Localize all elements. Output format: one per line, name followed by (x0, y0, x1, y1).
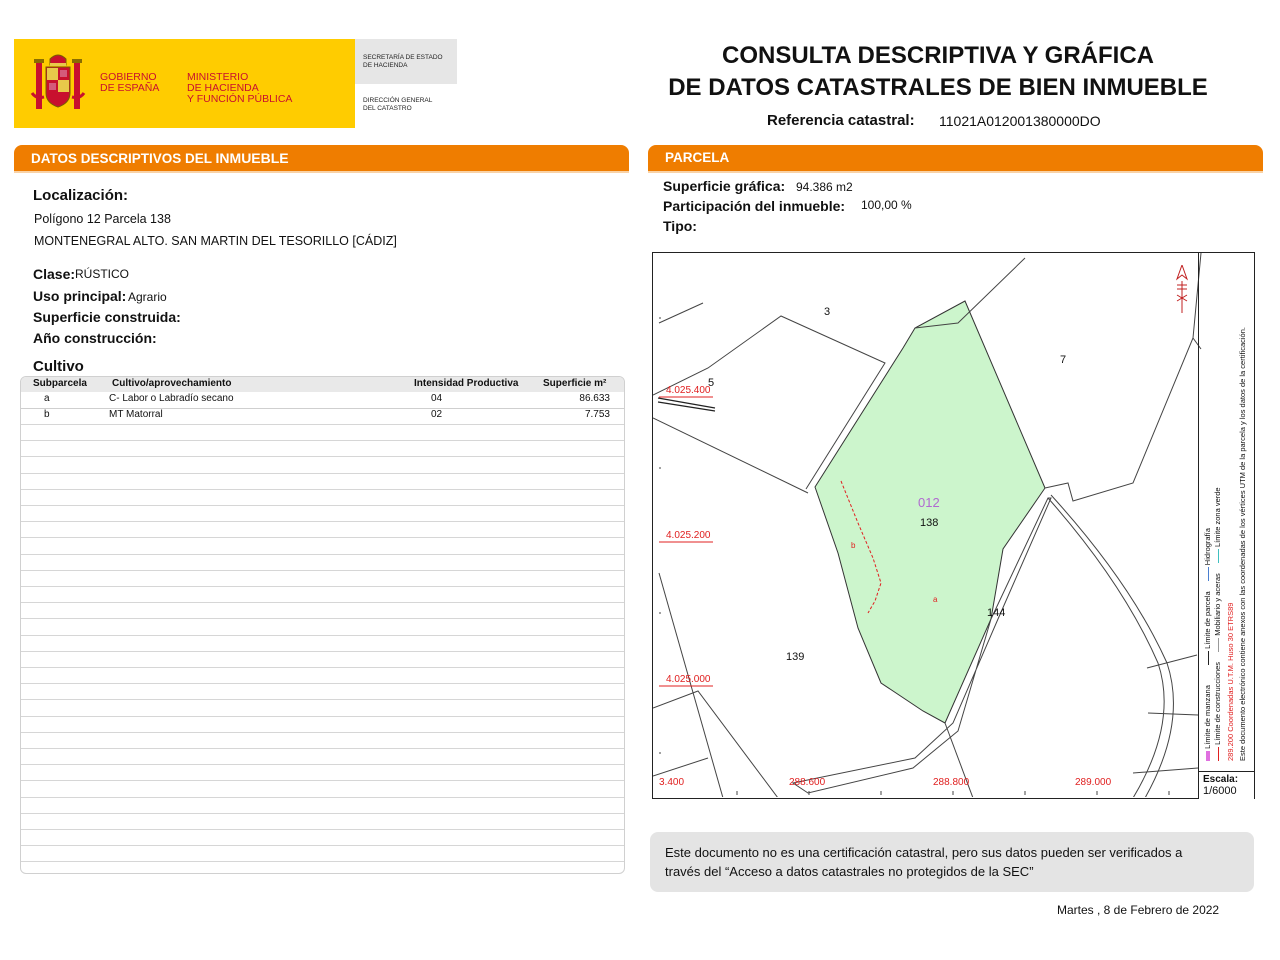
scale-label: Escala: (1203, 774, 1239, 785)
y-tick-label: 4.025.200 (666, 530, 711, 541)
cell-subparcela: b (44, 409, 50, 420)
table-empty-rule (21, 489, 624, 490)
uso-label: Uso principal: (33, 288, 127, 304)
cell-subparcela: a (44, 393, 50, 404)
cell-superficie: 7.753 (584, 409, 610, 420)
secretaria-line-1: SECRETARÍA DE ESTADO (363, 54, 443, 61)
parcel-label: 3 (824, 306, 831, 318)
table-empty-rule (21, 764, 624, 765)
parcela-label: 138 (920, 517, 939, 529)
localizacion-label: Localización: (33, 187, 129, 204)
scale-box (1199, 771, 1254, 799)
boundary-line (659, 303, 703, 323)
legend-manzana: Límite de manzana (1203, 685, 1212, 749)
secretaria-line-2: DE HACIENDA (363, 62, 408, 69)
boundary-line (653, 418, 808, 493)
legend-construcciones-swatch (1218, 747, 1219, 761)
table-empty-rule (21, 570, 624, 571)
legend-hidro-swatch (1208, 567, 1209, 581)
x-tick-label: 289.000 (1075, 777, 1112, 788)
direccion-line-1: DIRECCIÓN GENERAL (363, 97, 433, 104)
parcel-label: 144 (987, 607, 1006, 619)
legend-hidro: Hidrografía (1203, 528, 1212, 566)
datos-descriptivos-bar (14, 145, 629, 171)
gobierno-text (100, 72, 159, 94)
superficie-grafica-value: 94.386 m2 (796, 180, 853, 194)
table-empty-rule (21, 667, 624, 668)
disclaimer-line-2: través del “Acceso a datos catastrales no protegidos de la SEC” (665, 864, 1034, 879)
parcel-label: 7 (1060, 354, 1067, 366)
boundary-line (1133, 768, 1198, 773)
cell-cultivo: MT Matorral (109, 409, 163, 420)
clase-value: RÚSTICO (75, 267, 129, 281)
direccion-line-2: DEL CATASTRO (363, 105, 412, 112)
ref-catastral-label: Referencia catastral: (767, 112, 915, 129)
subparcel-b-label: b (851, 541, 856, 550)
title-line-2: DE DATOS CATASTRALES DE BIEN INMUEBLE (668, 74, 1208, 101)
table-empty-rule (21, 440, 624, 441)
poligono-label: 012 (918, 495, 940, 510)
table-empty-rule (21, 861, 624, 862)
col-cultivo: Cultivo/aprovechamiento (112, 378, 232, 389)
table-empty-rule (21, 797, 624, 798)
table-empty-rule (21, 424, 624, 425)
table-empty-rule (21, 586, 624, 587)
page-title (640, 40, 1236, 104)
gov-line-2: DE ESPAÑA (100, 82, 160, 94)
legend-zona-verde: Límite zona verde (1213, 487, 1222, 548)
participacion-label: Participación del inmueble: (663, 198, 846, 214)
map-svg (653, 253, 1253, 797)
legend-parcela-swatch (1208, 651, 1209, 665)
table-empty-rule (21, 618, 624, 619)
parcel-label: 139 (786, 651, 805, 663)
legend-mobiliario-swatch (1218, 638, 1219, 652)
table-empty-rule (21, 732, 624, 733)
col-superficie: Superficie m² (543, 378, 607, 389)
superficie-construida-label: Superficie construida: (33, 309, 181, 325)
boundary-line (1147, 655, 1197, 668)
gobierno-logo-block (14, 39, 355, 128)
table-empty-rule (21, 635, 624, 636)
legend-mobiliario: Mobiliario y aceras (1213, 573, 1222, 636)
coord-ticks (659, 397, 713, 686)
cultivo-table (20, 376, 625, 874)
cell-intensidad: 04 (431, 393, 443, 404)
legend-coords: Coordenadas U.T.M. Huso 30 ETRS89 (1226, 602, 1235, 732)
y-tick-label: 4.025.400 (666, 385, 711, 396)
cadastral-map (652, 252, 1255, 799)
localizacion-line-2: MONTENEGRAL ALTO. SAN MARTIN DEL TESORILLO [CÁDIZ] (34, 234, 397, 248)
coat-of-arms-icon (28, 51, 88, 115)
legend-manzana-swatch (1206, 751, 1210, 761)
localizacion-line-1: Polígono 12 Parcela 138 (34, 212, 171, 226)
table-empty-rule (21, 602, 624, 603)
boundary-line (653, 758, 708, 776)
cell-cultivo: C- Labor o Labradío secano (109, 393, 234, 404)
clase-label: Clase: (33, 266, 76, 282)
table-empty-rule (21, 845, 624, 846)
table-empty-rule (21, 716, 624, 717)
table-empty-rule (21, 521, 624, 522)
anio-construccion-label: Año construcción: (33, 330, 157, 346)
table-empty-rule (21, 813, 624, 814)
participacion-value: 100,00 % (861, 198, 912, 212)
x-tick-label: 288.600 (789, 777, 826, 788)
table-empty-rule (21, 456, 624, 457)
north-arrow-icon (1175, 265, 1189, 313)
table-empty-rule (21, 537, 624, 538)
disclaimer-line-1: Este documento no es una certificación catastral, pero sus datos pueden ser verificados a (665, 845, 1183, 860)
uso-value: Agrario (128, 290, 167, 304)
table-empty-rule (21, 699, 624, 700)
title-line-1: CONSULTA DESCRIPTIVA Y GRÁFICA (721, 42, 1155, 69)
ministry-line-3: Y FUNCIÓN PÚBLICA (187, 93, 293, 105)
direccion-text (363, 97, 432, 113)
col-subparcela: Subparcela (33, 378, 87, 389)
table-empty-rule (21, 748, 624, 749)
legend-zona-verde-swatch (1218, 549, 1219, 563)
secretaria-block (355, 39, 457, 128)
disclaimer-text (665, 843, 1245, 881)
legend-note: Este documento electrónico contiene anexos con las coordenadas de los vértices UTM de la parcela y los datos de la certificación. (1238, 327, 1247, 761)
cell-intensidad: 02 (431, 409, 443, 420)
table-empty-rule (21, 473, 624, 474)
parcel-label: 5 (708, 377, 715, 389)
ministry-line-2: DE HACIENDA (187, 82, 259, 94)
parcel-138-polygon (815, 301, 1045, 723)
table-empty-rule (21, 780, 624, 781)
table-row (21, 408, 624, 425)
table-header (21, 377, 624, 392)
col-intensidad: Intensidad Productiva (414, 378, 519, 389)
gov-line-1: GOBIERNO (100, 71, 157, 83)
x-tick-label: 288.800 (933, 777, 970, 788)
table-empty-rule (21, 554, 624, 555)
table-empty-rule (21, 651, 624, 652)
ministerio-text (187, 72, 292, 105)
legend-divider (1198, 253, 1199, 798)
scale-value: 1/6000 (1203, 785, 1237, 797)
bar-strong: INMUEBLE (215, 150, 289, 166)
table-empty-rule (21, 683, 624, 684)
subparcel-a-label: a (933, 595, 938, 604)
x-tick-label: 3.400 (659, 777, 685, 788)
legend-construcciones: Límite de construcciones (1213, 661, 1222, 745)
tipo-label: Tipo: (663, 218, 697, 234)
superficie-grafica-label: Superficie gráfica: (663, 178, 786, 194)
cultivo-label: Cultivo (33, 358, 84, 375)
legend-parcela: Límite de parcela (1203, 591, 1212, 649)
secretaria-text (363, 54, 443, 70)
parcela-bar: PARCELA (648, 145, 1263, 171)
ref-catastral-value: 11021A012001380000DO (939, 113, 1101, 129)
bar-prefix: DATOS DESCRIPTIVOS DEL (31, 151, 216, 166)
ministry-line-1: MINISTERIO (187, 71, 249, 83)
road (1048, 498, 1164, 797)
legend-coord-value: 289.200 (1226, 733, 1235, 761)
table-empty-rule (21, 505, 624, 506)
table-row (21, 392, 624, 409)
map-legend (1200, 253, 1254, 771)
document-date: Martes , 8 de Febrero de 2022 (1057, 903, 1220, 917)
table-empty-rule (21, 829, 624, 830)
cell-superficie: 86.633 (579, 393, 610, 404)
y-tick-label: 4.025.000 (666, 674, 711, 685)
